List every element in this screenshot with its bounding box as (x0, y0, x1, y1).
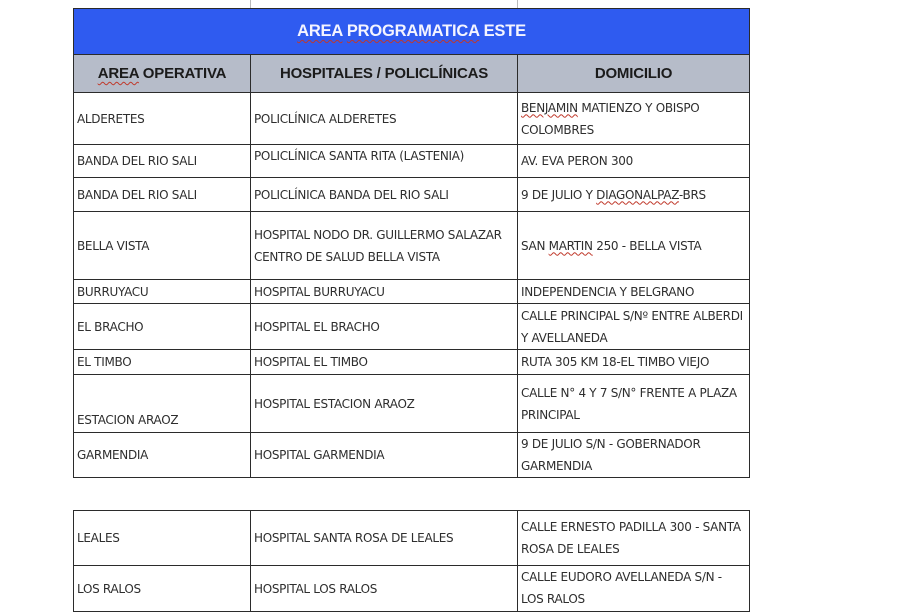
hospital-cell: HOSPITAL NODO DR. GUILLERMO SALAZAR CENTRO DE SALUD BELLA VISTA (251, 212, 518, 280)
hospital-cell: POLICLÍNICA SANTA RITA (LASTENIA) (251, 145, 518, 178)
domicilio-part: 250 - BELLA VISTA (592, 238, 702, 253)
domicilio-part: SAN (521, 238, 549, 253)
hospital-cell: HOSPITAL BURRUYACU (251, 280, 518, 304)
column-header-hospitales: HOSPITALES / POLICLÍNICAS (251, 55, 518, 93)
column-guide-tick (517, 0, 518, 8)
area-cell: LEALES (74, 511, 251, 566)
header-word-operativa: OPERATIVA (138, 65, 227, 82)
domicilio-cell (518, 93, 750, 145)
title-word-area: AREA (297, 22, 343, 40)
domicilio-part: DIAGONALPAZ (596, 187, 679, 202)
domicilio-cell: CALLE PRINCIPAL S/Nº ENTRE ALBERDI Y AVELLANEDA (518, 304, 750, 350)
hospital-cell: POLICLÍNICA BANDA DEL RIO SALI (251, 178, 518, 212)
domicilio-cell: 9 DE JULIO S/N - GOBERNADOR GARMENDIA (518, 433, 750, 478)
table-row (74, 93, 750, 145)
table-title (74, 9, 750, 55)
hospital-cell: HOSPITAL SANTA ROSA DE LEALES (251, 511, 518, 566)
hospitals-table-continued (73, 510, 750, 612)
domicilio-part: MATIENZO Y OBISPO COLOMBRES (521, 100, 700, 137)
domicilio-cell (518, 178, 750, 212)
table-row (74, 350, 750, 375)
area-cell: ALDERETES (74, 93, 251, 145)
domicilio-cell: CALLE EUDORO AVELLANEDA S/N - LOS RALOS (518, 566, 750, 612)
table-row (74, 566, 750, 612)
header-word-area: AREA (97, 65, 139, 82)
domicilio-part: BENJAMIN (521, 100, 578, 115)
table-row (74, 304, 750, 350)
column-header-area-operativa (74, 55, 251, 93)
domicilio-cell: AV. EVA PERON 300 (518, 145, 750, 178)
area-cell: EL BRACHO (74, 304, 251, 350)
table-row (74, 145, 750, 178)
domicilio-cell: CALLE ERNESTO PADILLA 300 - SANTA ROSA DE LEALES (518, 511, 750, 566)
title-word-programatica: PROGRAMATICA (346, 22, 480, 40)
area-cell: BANDA DEL RIO SALI (74, 178, 251, 212)
table-row (74, 178, 750, 212)
domicilio-cell (518, 212, 750, 280)
hospital-cell: HOSPITAL LOS RALOS (251, 566, 518, 612)
domicilio-cell: RUTA 305 KM 18-EL TIMBO VIEJO (518, 350, 750, 375)
hospital-cell: HOSPITAL EL TIMBO (251, 350, 518, 375)
area-cell: BANDA DEL RIO SALI (74, 145, 251, 178)
area-cell: EL TIMBO (74, 350, 251, 375)
column-header-domicilio: DOMICILIO (518, 55, 750, 93)
table-row (74, 280, 750, 304)
domicilio-part: -BRS (678, 187, 706, 202)
domicilio-part: 9 DE JULIO Y (521, 187, 597, 202)
table-row (74, 511, 750, 566)
domicilio-cell: INDEPENDENCIA Y BELGRANO (518, 280, 750, 304)
table-row (74, 433, 750, 478)
domicilio-cell: CALLE N° 4 Y 7 S/N° FRENTE A PLAZA PRINCIPAL (518, 375, 750, 433)
title-row (74, 9, 750, 55)
hospital-cell: HOSPITAL EL BRACHO (251, 304, 518, 350)
title-word-este: ESTE (479, 22, 526, 40)
hospital-cell: HOSPITAL GARMENDIA (251, 433, 518, 478)
area-cell: BELLA VISTA (74, 212, 251, 280)
area-cell: ESTACION ARAOZ (74, 375, 251, 433)
domicilio-part: MARTIN (548, 238, 593, 253)
table-row (74, 375, 750, 433)
hospital-cell: POLICLÍNICA ALDERETES (251, 93, 518, 145)
hospital-cell: HOSPITAL ESTACION ARAOZ (251, 375, 518, 433)
area-cell: BURRUYACU (74, 280, 251, 304)
area-cell: LOS RALOS (74, 566, 251, 612)
column-guide-tick (250, 0, 251, 8)
table-row (74, 212, 750, 280)
header-row (74, 55, 750, 93)
hospitals-table (73, 8, 750, 478)
area-cell: GARMENDIA (74, 433, 251, 478)
